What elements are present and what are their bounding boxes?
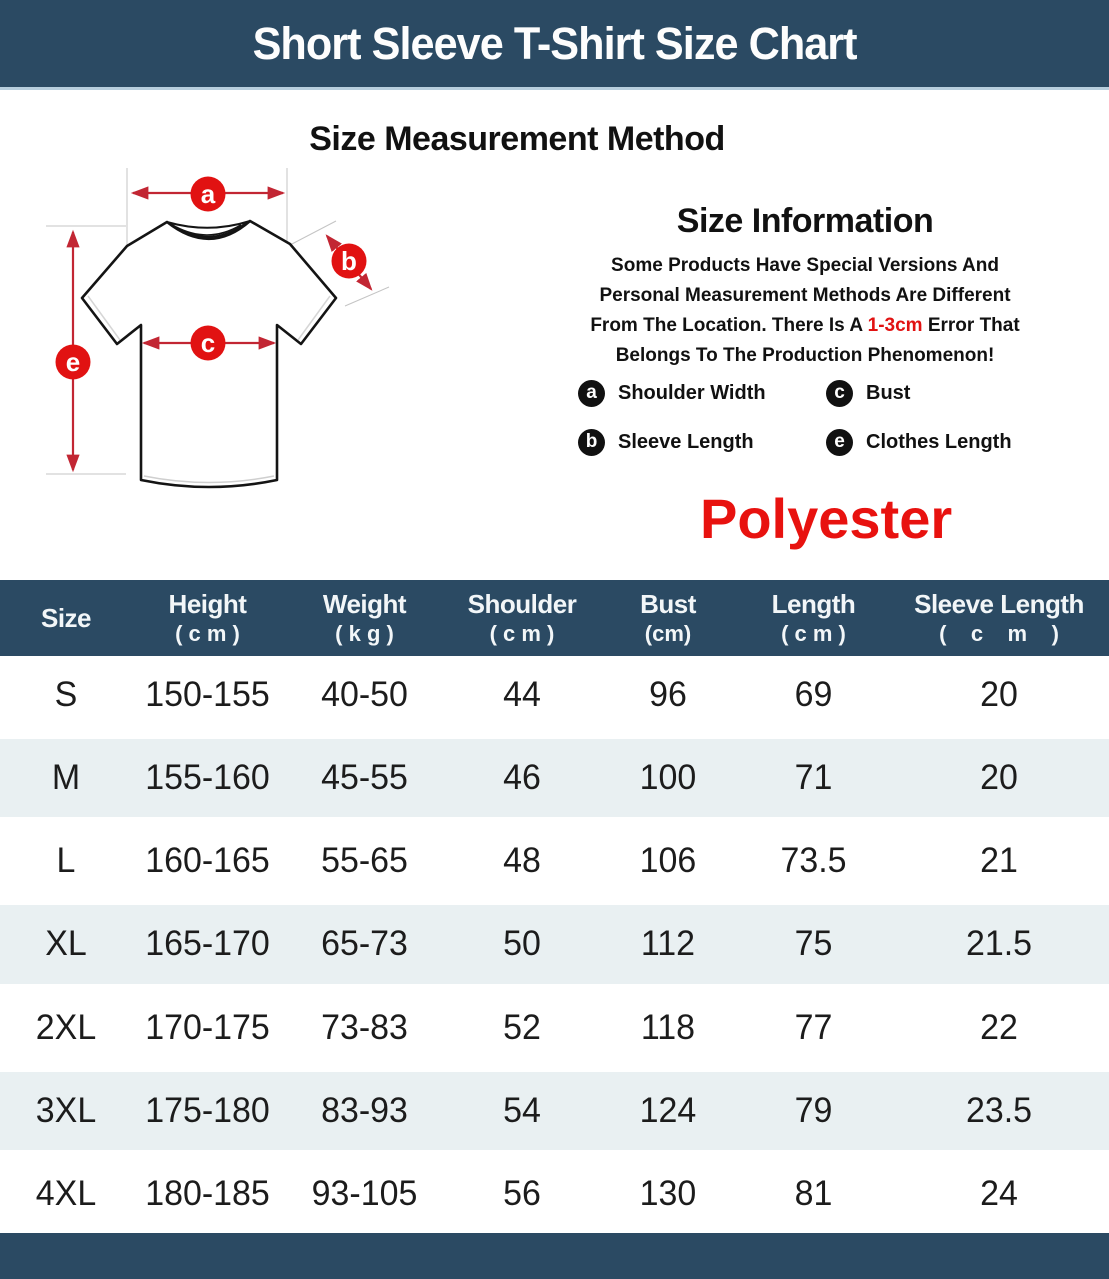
marker-b-icon bbox=[332, 244, 367, 279]
info-line-2: Personal Measurement Methods Are Different bbox=[599, 285, 1011, 306]
svg-text:e: e bbox=[65, 347, 81, 377]
page-header bbox=[0, 0, 1109, 90]
page-title: Short Sleeve T-Shirt Size Chart bbox=[252, 17, 857, 69]
legend-item-bust bbox=[826, 380, 1058, 407]
legend-label: Bust bbox=[866, 382, 911, 404]
column-header-size: Size bbox=[40, 602, 92, 633]
legend-item-sleeve-length bbox=[578, 429, 826, 456]
error-range-highlight: 1-3cm bbox=[867, 315, 923, 336]
table-row-s: S 150-155 40-50 44 96 69 20 bbox=[54, 675, 1018, 715]
marker-a-icon bbox=[191, 177, 226, 212]
legend-marker-b-icon: b bbox=[578, 429, 605, 456]
size-information-text bbox=[570, 251, 1040, 371]
table-row-2xl: 2XL 170-175 73-83 52 118 77 22 bbox=[35, 1007, 1018, 1047]
legend-marker-c-icon: c bbox=[826, 380, 853, 407]
tshirt-diagram bbox=[40, 160, 460, 520]
size-table bbox=[0, 580, 1109, 1233]
method-title: Size Measurement Method bbox=[309, 120, 725, 158]
legend-label: Shoulder Width bbox=[618, 382, 766, 404]
info-line-4: Belongs To The Production Phenomenon! bbox=[615, 345, 995, 366]
table-row-l: L 160-165 55-65 48 106 73.5 21 bbox=[56, 841, 1018, 881]
svg-text:b: b bbox=[341, 246, 357, 276]
column-header-weight: Weight ( k g ) bbox=[322, 589, 407, 646]
marker-c-icon bbox=[191, 326, 226, 361]
legend-item-clothes-length bbox=[826, 429, 1058, 456]
info-line-1: Some Products Have Special Versions And bbox=[611, 255, 999, 276]
tshirt-diagram-svg bbox=[40, 160, 460, 520]
column-header-shoulder: Shoulder ( c m ) bbox=[467, 589, 577, 646]
table-row-m: M 155-160 45-55 46 100 71 20 bbox=[0, 734, 1109, 822]
column-header-height: Height ( c m ) bbox=[168, 589, 247, 646]
table-body bbox=[0, 656, 1109, 1233]
column-header-bust: Bust (cm) bbox=[640, 589, 696, 646]
svg-text:c: c bbox=[200, 328, 216, 358]
material-label: Polyester bbox=[700, 487, 953, 550]
page-footer bbox=[0, 1233, 1109, 1279]
info-line-3: From The Location. There Is A 1-3cm Error That bbox=[590, 315, 1020, 336]
svg-text:a: a bbox=[200, 179, 216, 209]
size-information bbox=[570, 202, 1040, 371]
table-row-3xl: 3XL 175-180 83-93 54 124 79 23.5 bbox=[0, 1067, 1109, 1155]
column-header-length: Length ( c m ) bbox=[771, 589, 856, 646]
legend-marker-a-icon: a bbox=[578, 380, 605, 407]
legend-marker-e-icon: e bbox=[826, 429, 853, 456]
legend-label: Sleeve Length bbox=[618, 431, 754, 453]
legend-item-shoulder-width bbox=[578, 380, 826, 407]
table-row-xl: XL 165-170 65-73 50 112 75 21.5 bbox=[0, 900, 1109, 988]
column-header-sleeve-length: Sleeve Length ( c m ) bbox=[914, 589, 1084, 646]
table-row-4xl: 4XL 180-185 93-105 56 130 81 24 bbox=[35, 1173, 1018, 1213]
measurement-legend bbox=[578, 380, 1058, 456]
marker-e-icon bbox=[56, 345, 91, 380]
legend-label: Clothes Length bbox=[866, 431, 1012, 453]
size-information-title: Size Information bbox=[676, 202, 934, 240]
table-header-row bbox=[0, 580, 1109, 656]
